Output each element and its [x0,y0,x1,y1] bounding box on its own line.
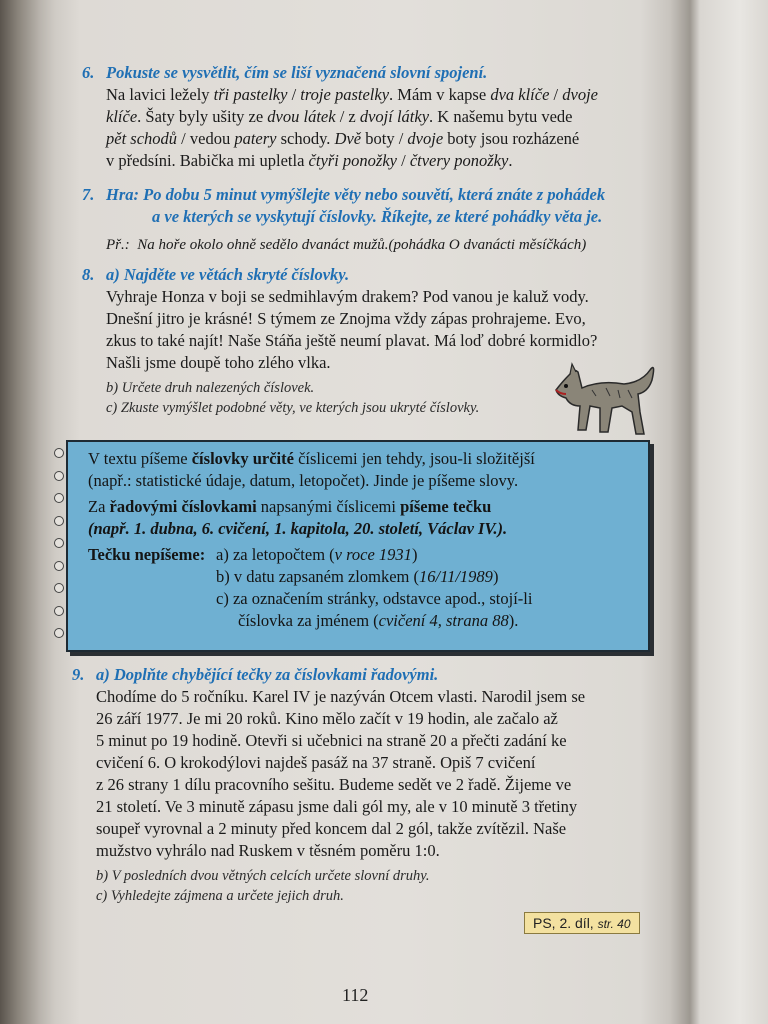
rule-line: (např. 1. dubna, 6. cvičení, 1. kapitola, 20. století, Václav IV.). [88,519,508,538]
textbook-page [62,0,694,1024]
task-6-line: klíče. Šaty byly ušity ze dvou látek / z dvojí látky. K našemu bytu vede [106,107,573,126]
task-9-line: 21 století. Ve 3 minutě zápasu jsme dali gól my, ale v 10 minutě 3 třetiny [96,797,578,816]
task-title-cont: a ve kterých se vyskytují číslovky. Říkejte, ze které pohádky věta je. [152,207,603,226]
task-9-line: soupeř vyrovnal a 2 minuty před koncem dal 2 gól, takže zvítězil. Naše [96,819,567,838]
task-9 [72,664,672,906]
task-6-line: Na lavici ležely tři pastelky / troje pastelky. Mám v kapse dva klíče / dvoje [106,85,598,104]
task-6-line: v předsíni. Babička mi upletla čtyři ponožky / čtvery ponožky. [106,151,513,170]
task-title: Pokuste se vysvětlit, čím se liší vyznačená slovní spojení. [106,63,488,82]
subtask-c: c) Vyhledejte zájmena a určete jejich druh. [96,888,344,904]
subtask-c: c) Zkuste vymýšlet podobné věty, ve kterých jsou ukryté číslovky. [106,400,480,416]
rule-line: číslovka za jménem (cvičení 4, strana 88). [238,611,519,630]
rule-text [88,448,638,632]
rule-line: c) za označením stránky, odstavce apod., stojí-li [216,589,533,608]
task-title: a) Najděte ve větách skryté číslovky. [106,265,350,284]
workbook-reference: PS, 2. díl, str. 40 [524,912,640,934]
page-number: 112 [342,985,369,1005]
task-7 [82,184,692,256]
rule-line: b) v datu zapsaném zlomkem (16/11/1989) [216,567,499,586]
rule-box [66,440,650,652]
task-6 [82,62,682,172]
wolf-illustration [552,350,662,442]
task-9-line: z 26 strany 1 dílu pracovního sešitu. Budeme sedět ve 2 řadě. Žijeme ve [96,775,572,794]
task-9-line: mužstvo vyhrálo nad Ruskem v těsném poměru 1:0. [96,841,440,860]
task-8-line: zkus to také najít! Naše Stáňa ještě neumí plavat. Má loď dobré kormidlo? [106,331,598,350]
task-number: 7. [82,185,95,204]
task-8-line: Dnešní jitro je krásné! S týmem ze Znojma vždy zápas prohrajeme. Evo, [106,309,586,328]
spiral-rings [54,448,64,651]
task-number: 6. [82,63,95,82]
task-8-line: Našli jsme doupě toho zlého vlka. [106,353,331,372]
task-9-line: Chodíme do 5 ročníku. Karel IV je nazýván Otcem vlasti. Narodil jsem se [96,687,586,706]
task-6-line: pět schodů / vedou patery schody. Dvě boty / dvoje boty jsou rozházené [106,129,580,148]
task-8-line: Vyhraje Honza v boji se sedmihlavým drakem? Pod vanou je kaluž vody. [106,287,589,306]
task-number: 8. [82,265,95,284]
rule-line: V textu píšeme číslovky určité číslicemi jen tehdy, jsou-li složitější [88,449,535,468]
task-9-line: cvičení 6. O krokodýlovi najdeš pasáž na 37 straně. Opiš 7 cvičení [96,753,536,772]
task-title: a) Doplňte chybějící tečky za číslovkami řadovými. [96,665,439,684]
task-9-line: 26 září 1977. Je mi 20 roků. Kino mělo začít v 19 hodin, ale začalo až [96,709,558,728]
task-title: Hra: Po dobu 5 minut vymýšlejte věty nebo souvětí, která znáte z pohádek [106,185,606,204]
rule-line: Tečku nepíšeme: a) za letopočtem (v roce 1931) [88,545,418,564]
task-number: 9. [72,665,85,684]
subtask-b: b) V posledních dvou větných celcích určete slovní druhy. [96,868,430,884]
rule-line: (např.: statistické údaje, datum, letopočet). Jinde je píšeme slovy. [88,471,519,490]
task-9-line: 5 minut po 19 hodině. Otevři si učebnici na straně 20 a přečti zadání ke [96,731,567,750]
rule-line: Za řadovými číslovkami napsanými číslicemi píšeme tečku [88,497,492,516]
task-7-example: Př.: Na hoře okolo ohně sedělo dvanáct mužů.(pohádka O dvanácti měsíčkách) [106,237,587,253]
subtask-b: b) Určete druh nalezených číslovek. [106,380,315,396]
